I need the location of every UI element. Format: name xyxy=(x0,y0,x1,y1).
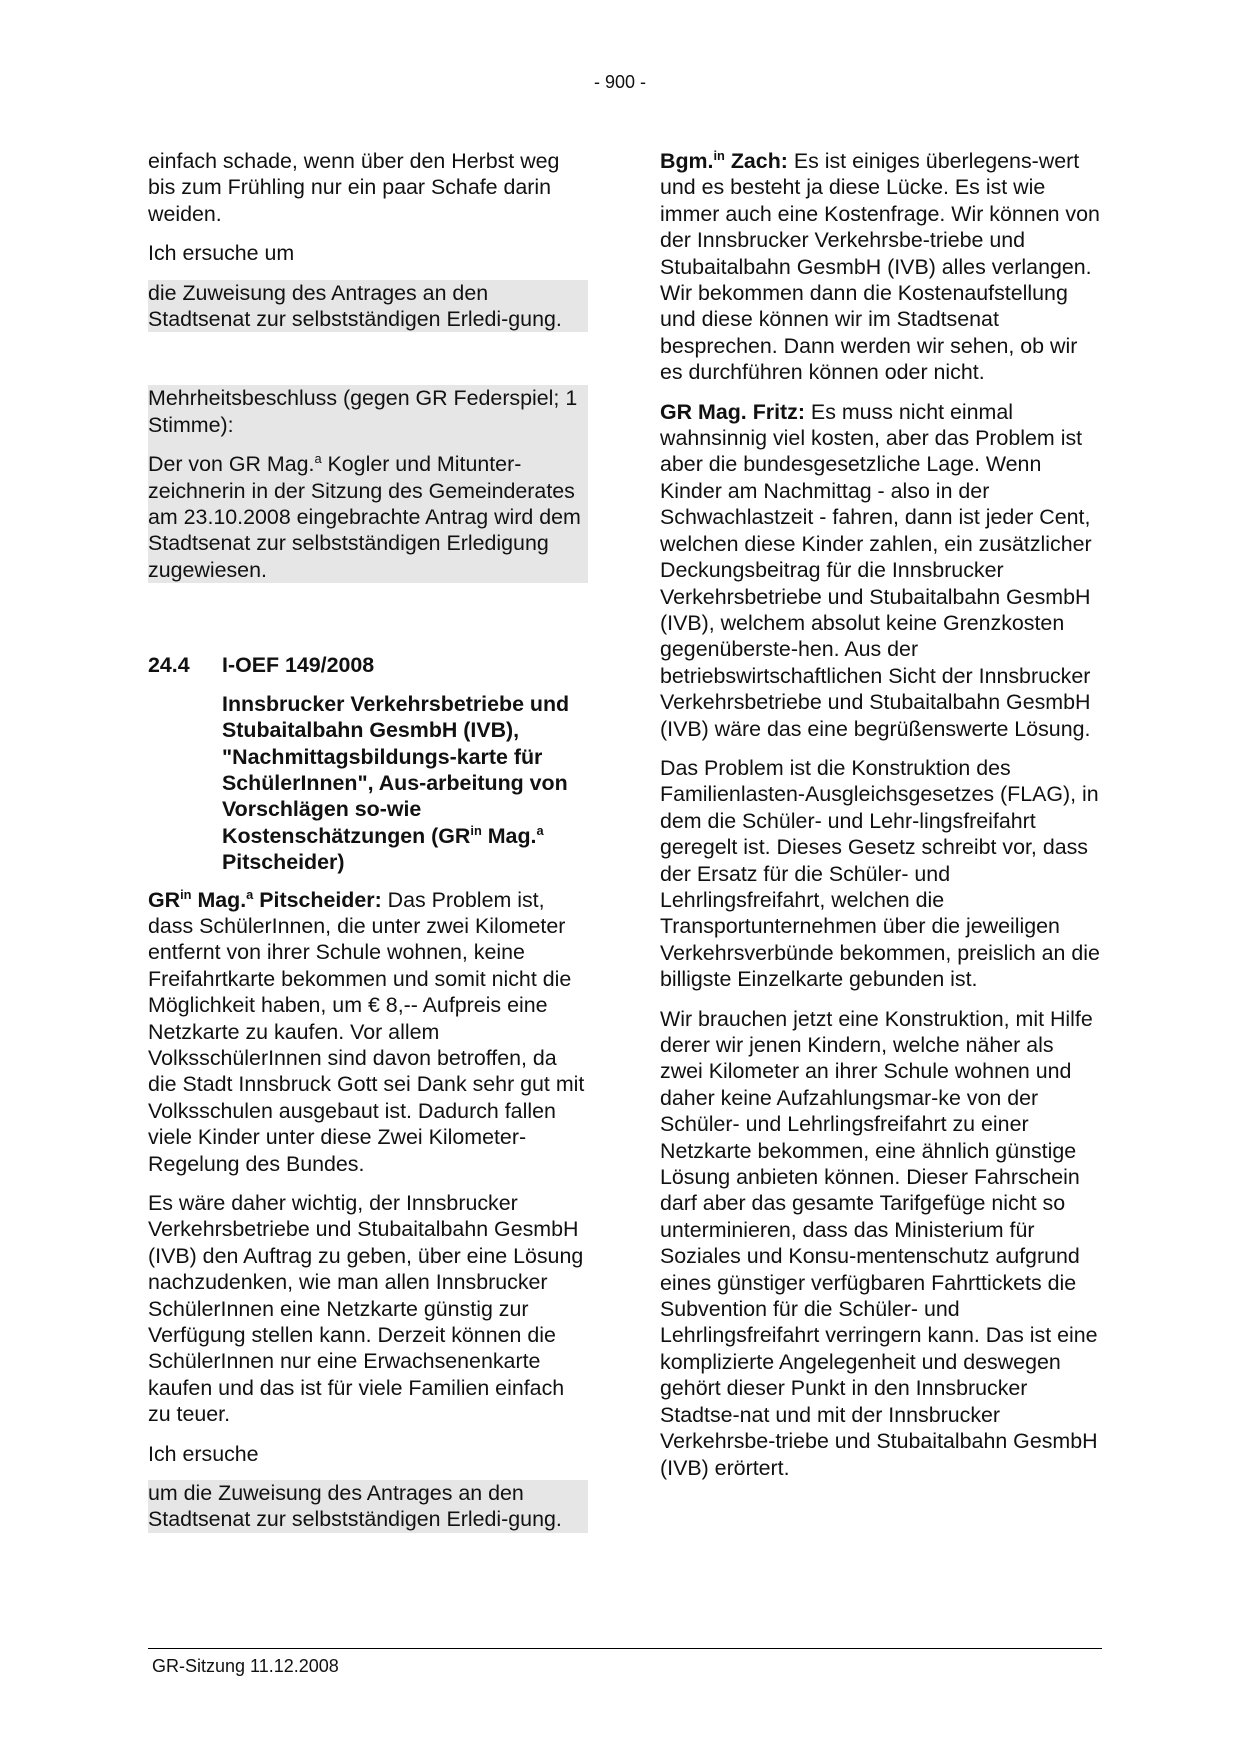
section-title: Innsbrucker Verkehrsbetriebe und Stubaitalbahn GesmbH (IVB), "Nachmittagsbildungs-karte für SchülerInnen", Aus-arbeitung von Vorschlägen so-wie Kostenschätzungen ($GR^{in}$ Mag.$^a$ Pitscheider) xyxy=(222,691,570,875)
resolution-text: Der von GR Mag.$^a$ Kogler und Mitunter-zeichnerin in der Sitzung des Gemeinderates am 23.10.2008 eingebrachte Antrag wird dem Stadtsenat zur selbstständigen Erledigung zugewiesen. xyxy=(148,451,581,582)
page-number: - 900 - xyxy=(593,72,647,92)
paragraph: Wir brauchen jetzt eine Konstruktion, mit Hilfe derer wir jenen Kindern, welche näher als zwei Kilometer an ihrer Schule wohnen und daher keine Aufzahlungsmar-ke von der Schüler- und Lehrlingsfreifahrt zu einer Netzkarte bekommen, eine ähnlich günstige Lösung anbieten können. Dieser Fahrschein darf aber das gesamte Tarifgefüge nicht so unterminieren, dass das Ministerium für Soziales und Konsu-mentenschutz aufgrund eines günstiger verfügbaren Fahrttickets die Subvention für die Schüler- und Lehrlingsfreifahrt verringern kann. Das ist eine komplizierte Angelegenheit und deswegen gehört dieser Punkt in den Innsbrucker Stadtse-nat und mit der Innsbrucker Verkehrsbe-triebe und Stubaitalbahn GesmbH (IVB) erörtert. xyxy=(660,1006,1098,1480)
resolution-box xyxy=(148,385,588,583)
paragraph: Ich ersuche xyxy=(148,1441,259,1466)
footer-divider xyxy=(148,1648,1102,1649)
resolution-title: Mehrheitsbeschluss (gegen GR Federspiel; 1 Stimme): xyxy=(148,386,578,437)
paragraph: Ich ersuche um xyxy=(148,241,295,266)
right-column xyxy=(660,148,1100,1494)
footer-text: GR-Sitzung 11.12.2008 xyxy=(152,1656,339,1676)
spacer xyxy=(148,345,588,385)
section-number: 24.4 xyxy=(148,653,190,678)
spacer xyxy=(148,596,588,652)
paragraph: Es wäre daher wichtig, der Innsbrucker Verkehrsbetriebe und Stubaitalbahn GesmbH (IVB) den Auftrag zu geben, über eine Lösung nachzudenken, wie man allen Innsbrucker SchülerInnen eine Netzkarte günstig zur Verfügung stellen kann. Derzeit können die SchülerInnen nur eine Erwachsenenkarte kaufen und das ist für viele Familien einfach zu teuer. xyxy=(148,1191,584,1427)
speech-paragraph: GR Mag. Fritz: Es muss nicht einmal wahnsinnig viel kosten, aber das Problem ist aber die bundesgesetzliche Lage. Wenn Kinder am Nachmittag - also in der Schwachlastzeit - fahren, dann ist jeder Cent, welchen diese Kinder zahlen, ein zusätzlicher Deckungsbeitrag für die Innsbrucker Verkehrsbetriebe und Stubaitalbahn GesmbH (IVB), welchem absolut keine Grenzkosten gegenüberste-hen. Aus der betriebswirtschaftlichen Sicht der Innsbrucker Verkehrsbetriebe und Stubaitalbahn GesmbH (IVB) wäre das eine begrüßenswerte Lösung. xyxy=(660,399,1092,741)
motion-text: um die Zuweisung des Antrages an den Stadtsenat zur selbstständigen Erledi-gung. xyxy=(148,1481,562,1532)
section-heading xyxy=(148,652,588,678)
motion-box xyxy=(148,280,588,333)
paragraph: einfach schade, wenn über den Herbst weg bis zum Frühling nur ein paar Schafe darin weiden. xyxy=(148,149,560,226)
speech-paragraph: $GR^{in}$ Mag.$^a$ Pitscheider: Das Problem ist, dass SchülerInnen, die unter zwei Kilometer entfernt von ihrer Schule wohnen, keine Freifahrtkarte bekommen und somit nicht die Möglichkeit haben, um € 8,-- Aufpreis eine Netzkarte zu kaufen. Vor allem VolksschülerInnen sind davon betroffen, da die Stadt Innsbruck Gott sei Dank sehr gut mit Volksschulen ausgebaut ist. Dadurch fallen viele Kinder unter diese Zwei Kilometer-Regelung des Bundes. xyxy=(148,886,585,1176)
speaker-name: $GR^{in}$ Mag.$^a$ Pitscheider: xyxy=(148,886,382,912)
motion-box xyxy=(148,1480,588,1533)
paragraph: Das Problem ist die Konstruktion des Familienlasten-Ausgleichsgesetzes (FLAG), in dem die Schüler- und Lehr-lingsfreifahrt geregelt ist. Dieses Gesetz schreibt vor, dass der Ersatz für die Schüler- und Lehrlingsfreifahrt, welchen die Transportunternehmen über die jeweiligen Verkehrsverbünde bekommen, preislich an die billigste Einzelkarte gebunden ist. xyxy=(660,755,1100,992)
speaker-name: Bgm.$^{in}$ Zach: xyxy=(660,147,788,173)
speech-paragraph: Bgm.$^{in}$ Zach: Es ist einiges überlegens-wert und es besteht ja diese Lücke. Es ist wie immer auch eine Kostenfrage. Wir können von der Innsbrucker Verkehrsbe-triebe und Stubaitalbahn GesmbH (IVB) alles verlangen. Wir bekommen dann die Kostenaufstellung und diese können wir im Stadtsenat besprechen. Dann werden wir sehen, ob wir es durchführen können oder nicht. xyxy=(660,147,1100,385)
section-code: I-OEF 149/2008 xyxy=(222,653,375,678)
left-column xyxy=(148,148,588,1546)
motion-text: die Zuweisung des Antrages an den Stadtsenat zur selbstständigen Erledi-gung. xyxy=(148,280,562,332)
speaker-name: GR Mag. Fritz: xyxy=(660,399,805,424)
